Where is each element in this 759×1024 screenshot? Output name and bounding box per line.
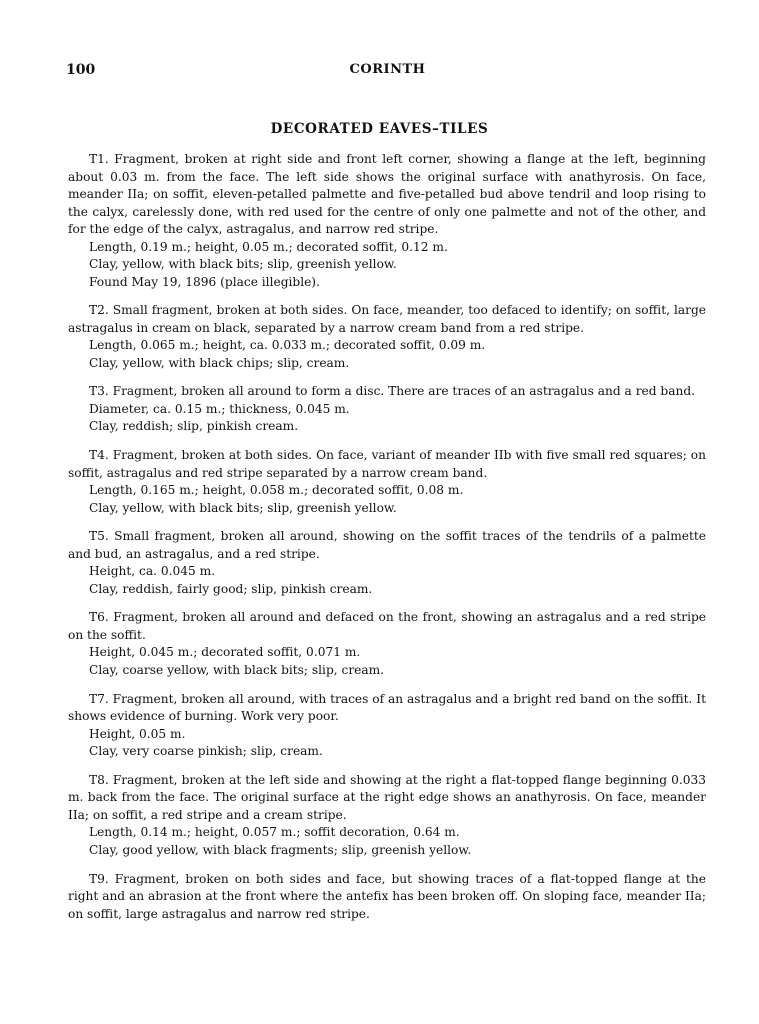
catalogue-entry xyxy=(68,609,706,679)
entry-detail-line: Height, 0.05 m. xyxy=(89,726,186,741)
section-title: DECORATED EAVES–TILES xyxy=(270,121,489,137)
catalogue-entry xyxy=(68,383,706,436)
running-head: CORINTH xyxy=(349,62,426,77)
entry-description: T6. Fragment, broken all around and defaced on the front, showing an astragalus and a red stripe on the soffit. xyxy=(68,610,706,642)
entry-description: T4. Fragment, broken at both sides. On face, variant of meander IIb with five small red squares; on soffit, astragalus and red stripe separated by a narrow cream band. xyxy=(68,448,706,480)
entry-description: T2. Small fragment, broken at both sides. On face, meander, too defaced to identify; on soffit, large astragalus in cream on black, separated by a narrow cream band from a red stripe. xyxy=(68,303,706,335)
entry-detail-line: Length, 0.065 m.; height, ca. 0.033 m.; decorated soffit, 0.09 m. xyxy=(89,338,486,353)
catalogue-entry xyxy=(68,302,706,372)
entry-detail-line: Clay, yellow, with black bits; slip, greenish yellow. xyxy=(89,500,397,515)
entry-description: T7. Fragment, broken all around, with traces of an astragalus and a bright red band on the soffit. It shows evidence of burning. Work very poor. xyxy=(68,691,707,724)
entry-detail-line: Clay, reddish, fairly good; slip, pinkish cream. xyxy=(89,581,373,596)
entry-detail-line: Found May 19, 1896 (place illegible). xyxy=(89,274,320,289)
catalogue-entry xyxy=(68,772,706,860)
entry-detail-line: Clay, reddish; slip, pinkish cream. xyxy=(89,419,299,434)
entry-detail-line: Height, 0.045 m.; decorated soffit, 0.071 m. xyxy=(89,645,361,660)
entry-detail-line: Length, 0.165 m.; height, 0.058 m.; decorated soffit, 0.08 m. xyxy=(89,483,464,498)
catalogue-entry xyxy=(68,151,706,291)
page-number: 100 xyxy=(66,62,96,78)
entry-description: T1. Fragment, broken at right side and front left corner, showing a flange at the left, beginning about 0.03 m. from the face. The left side shows the original surface with anathyrosis. On face, meander IIa; on soffit, eleven-petalled palmette and five-petalled bud above tendril and loop rising to the calyx, carelessly done, with red used for the centre of only one palmette and not of the other, and for the edge of the calyx, astragalus, and narrow red stripe. xyxy=(68,152,706,236)
entry-detail-line: Length, 0.19 m.; height, 0.05 m.; decorated soffit, 0.12 m. xyxy=(89,239,448,254)
page-header xyxy=(66,62,709,82)
catalogue-entry xyxy=(68,447,706,517)
catalogue-entry xyxy=(68,691,706,761)
entry-description: T9. Fragment, broken on both sides and face, but showing traces of a flat-topped flange at the right and an abrasion at the front where the antefix has been broken off. On sloping face, meander IIa; on soffit, large astragalus and narrow red stripe. xyxy=(68,871,706,921)
entry-detail-line: Clay, coarse yellow, with black bits; slip, cream. xyxy=(89,662,385,677)
catalogue-entry xyxy=(68,528,706,598)
entry-detail-line: Clay, yellow, with black bits; slip, greenish yellow. xyxy=(89,257,397,271)
entry-detail-line: Diameter, ca. 0.15 m.; thickness, 0.045 m. xyxy=(89,401,350,416)
entry-detail-line: Clay, yellow, with black chips; slip, cream. xyxy=(89,355,350,370)
entry-detail-line: Clay, good yellow, with black fragments; slip, greenish yellow. xyxy=(89,842,472,857)
entry-description: T3. Fragment, broken all around to form a disc. There are traces of an astragalus and a red band. xyxy=(89,384,695,399)
catalogue-entries xyxy=(68,151,706,923)
entry-detail-line: Clay, very coarse pinkish; slip, cream. xyxy=(89,744,323,759)
entry-detail-line: Height, ca. 0.045 m. xyxy=(89,564,216,579)
catalogue-entry xyxy=(68,871,706,924)
entry-detail-line: Length, 0.14 m.; height, 0.057 m.; soffit decoration, 0.64 m. xyxy=(89,825,460,840)
entry-description: T8. Fragment, broken at the left side and showing at the right a flat-topped flange beginning 0.033 m. back from the face. The original surface at the right edge shows an anathyrosis. On face, meander IIa; on soffit, a red stripe and a cream stripe. xyxy=(68,772,706,822)
entry-description: T5. Small fragment, broken all around, showing on the soffit traces of the tendrils of a palmette and bud, an astragalus, and a red stripe. xyxy=(68,529,706,561)
